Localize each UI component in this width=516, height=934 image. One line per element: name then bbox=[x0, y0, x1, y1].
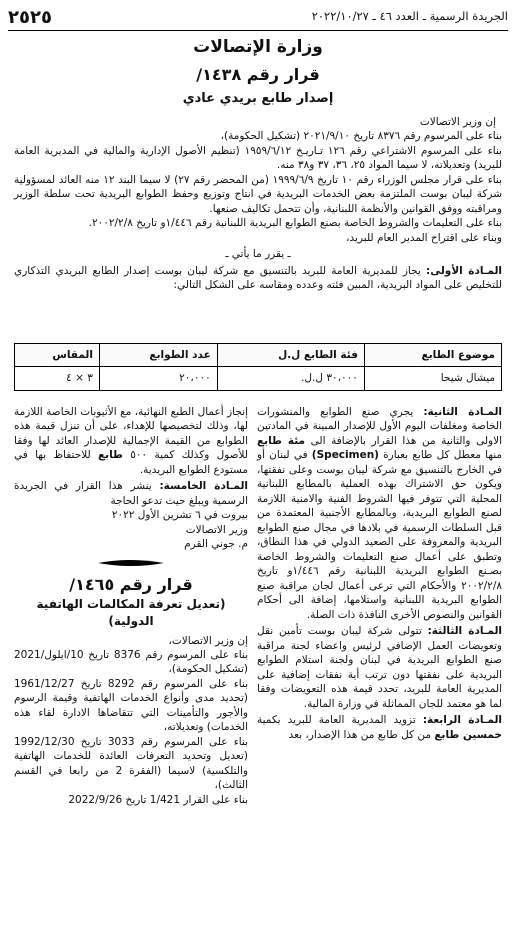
cell-count: ٢٠،٠٠٠ bbox=[99, 367, 217, 390]
header-rule bbox=[8, 30, 508, 31]
article-4-cont-text-b: للاحتفاظ بها في مستودع الطوابع البريدية. bbox=[14, 449, 248, 476]
place-date: بيروت في ٦ تشرين الأول ٢٠٢٢ bbox=[111, 509, 248, 522]
preamble-line: بناء على قرار مجلس الوزراء رقم ١٠ تاريخ ١٩٩٩/٦/٩ (من المحضر رقم ٢٧) لا سيما البند ١٢ منه العائد لمسؤولية شركة ليبان بوست الملتزمة بعض الخدمات البريدية في انتاج وتوزيع وحفظ الطوابع البريدية تحت سلطة الوزير ومراقبته ووفق القوانين والأنظمة اللبنانية، وأن تتحمل تكاليف صنعها. bbox=[14, 173, 502, 215]
cell-size: ٣ × ٤ bbox=[15, 367, 100, 390]
preamble-line: بناء على المرسوم الاشتراعي رقم ١٢٦ تـاريـخ ١٩٥٩/٦/١٢ (تنظيم الأصول الإدارية والمالية في المديرية العامة للبريد) وتعديلاته، لا سيما المواد ٢٥، ٣٦، ٣٧ و٣٨ منه. bbox=[14, 144, 502, 172]
article-4-cont-text: إنجاز أعمال الطبع النهائية، مع الأثيوبات الخاصة اللازمة لها، وذلك لتخصيصها للإهداء، على أن تنزل قيمة هذه الطوابع من القيمة الإجمالية للإصدار العائد لها وفقا للأصول وكذلك كمية ٥٠٠ bbox=[14, 406, 249, 462]
decision-1-title: قرار رقم ١٤٣٨/ bbox=[196, 65, 320, 84]
ornament-icon bbox=[96, 558, 166, 568]
article-2-bold: مئة طابع bbox=[257, 434, 306, 447]
article-5 bbox=[14, 479, 248, 508]
preamble-line: بناء على المرسوم رقم ٨٣٧٦ تاريخ ٢٠٢١/٩/١٠ (تشكيل الحكومة)، bbox=[220, 130, 502, 143]
col-header-size: المقاس bbox=[15, 344, 100, 367]
cell-subject: ميشال شيحا bbox=[364, 367, 501, 390]
article-3-label: المـادة الثالثة: bbox=[427, 625, 502, 638]
ministry-title: وزارة الإتصالات bbox=[193, 37, 323, 57]
ornament-divider bbox=[14, 558, 248, 572]
page-header bbox=[8, 6, 508, 28]
page-number: ٢٥٢٥ bbox=[8, 7, 52, 28]
decision-2-para: بناء على المرسوم رقم 3033 تاريخ 1992/12/30 (تعديل وتحديد التعرفات العائدة للخدمات الهاتفية والتلكسية) لاسيما (الفقرة 2 من رابعا في القسم الثالث)، bbox=[14, 735, 248, 792]
article-2-specimen: (Specimen) bbox=[311, 449, 379, 462]
cell-value: ٣٠،٠٠٠ ل.ل. bbox=[217, 367, 364, 390]
article-1-label: المـادة الأولى: bbox=[426, 264, 502, 277]
decision-1-subtitle: إصدار طابع بريدي عادي bbox=[182, 91, 334, 106]
preamble-line: إن وزير الاتصالات bbox=[419, 116, 496, 128]
decision-2-subtitle: (تعديل تعرفة المكالمات الهاتفية الدولية) bbox=[36, 597, 226, 628]
article-4-cont-bold: طابع bbox=[97, 449, 123, 462]
right-column bbox=[257, 405, 502, 742]
article-2 bbox=[257, 405, 502, 622]
article-4-continued bbox=[14, 405, 248, 477]
article-4-label: المـادة الرابعة: bbox=[422, 714, 503, 727]
signer-title: وزير الاتصالات bbox=[185, 523, 248, 536]
preamble-line: بناء على التعليمات والشروط الخاصة بصنع الطوابع البريدية اللبنانية رقم ١/٤٤٦و تاريخ ٢٠٠٢/٢/٨. bbox=[88, 217, 502, 230]
article-2-text-c: في لبنان أو في الخارج بالتنسيق مع شركة ليبان بوست وعلى نفقتها، ويكون حق الاشتراك بهذه العملية بالمطابع اللبنانية المحلية التي تتوفر فيها الشروط الفنية والامنية اللازمة لصنع الطوابع البريدية، وبالمطابع الأجنبية المعتمدة من قبل السلطات الرسمية في بلادها في مجال صنع الطوابع البريدية والمعروفة على الصعيد الدولي في هذا النطاق، وتطبق على أعمال صنع التعليمات والشروط الخاصة بصـنع الطوابع البريدية اللبنانية رقم ١/٤٤٦و تاريخ ٢٠٠٢/٢/٨ والأحكام التي ترعى أعمال لجان مراقبة صنع الطوابع البريدية اللبنانية واستلامها، إضافة الى أحكام القوانين والنصوص الأخرى النافذة ذات الصلة. bbox=[257, 449, 502, 621]
stamp-table bbox=[14, 343, 502, 391]
article-1 bbox=[14, 264, 502, 293]
article-2-text-b: منها معطل كل طابع بعبارة bbox=[378, 449, 502, 462]
decision-2-title: قرار رقم ١٤٦٥/ bbox=[69, 575, 193, 595]
preamble-line: وبناء على اقتراح المدير العام للبريد، bbox=[346, 231, 502, 244]
article-3 bbox=[257, 624, 502, 711]
left-column bbox=[14, 405, 248, 807]
col-header-subject: موضوع الطابع bbox=[364, 344, 501, 367]
table-row bbox=[15, 367, 502, 390]
decision-2-para: بناء على القرار 1/421 تاريخ 2022/9/26 bbox=[68, 793, 248, 806]
col-header-count: عدد الطوابع bbox=[99, 344, 217, 367]
article-4 bbox=[257, 713, 502, 742]
gazette-issue-line: الجريدة الرسمية ـ العدد ٤٦ ـ ٢٠٢٢/١٠/٢٧ bbox=[311, 9, 508, 23]
article-4-bold: خمسين طابع bbox=[434, 728, 502, 741]
decision-1-preamble bbox=[14, 115, 502, 293]
signer-name: م. جوني القرم bbox=[184, 538, 248, 551]
decision-2-para: بناء على المرسوم رقم 8376 تاريخ 10/ايلول/2021 (تشكيل الحكومة)، bbox=[14, 648, 248, 676]
article-1-text: يجاز للمديرية العامة للبريد بالتنسيق مع شركة ليبان بوست إصدار الطابع البريدي التذكاري للتخليص على المواد البريدية، المبين فئته وعدده ومقاسه على الشكل التالي: bbox=[14, 264, 502, 292]
article-4-text: تزويد المديرية العامة للبريد بكمية bbox=[257, 714, 423, 727]
article-5-text: ينشر هذا القرار في الجريدة الرسمية ويبلغ حيث تدعو الحاجة bbox=[14, 480, 248, 507]
article-4-text-b: من كل طابع من هذا الإصدار، بعد bbox=[288, 728, 435, 741]
col-header-value: فئة الطابع ل.ل bbox=[217, 344, 364, 367]
decision-2-para: إن وزير الاتصالات، bbox=[168, 634, 248, 647]
decision-2-para: بناء على المرسوم رقم 8292 تاريخ 1961/12/27 (تحديد مدى وأنواع الخدمات الهاتفية وقيمة الرسوم والأجور والتأمينات التي تتقاضاها الادارة لقاء هذه الخدمات) وتعديلاته، bbox=[14, 677, 248, 734]
article-5-label: المـادة الخامسة: bbox=[159, 480, 248, 493]
article-2-label: المـادة الثانية: bbox=[423, 406, 502, 418]
decides-line: ـ يقرر ما يأتي ـ bbox=[225, 248, 291, 261]
table-header-row bbox=[15, 344, 502, 367]
article-3-text: تتولى شركة ليبان بوست تأمين نقل وتعويضات العمل الإضافي لرئيس واعضاء لجنة مراقبة صنع الطوابع البريدية في لبنان ولجنة استلام الطوابع البريدية على نفقتها دون ترتب أية نفقات إضافية على المديرية العامة للبريد، تحدد قيمة هذه التعويضات وفقا لما هو معتمد للجان المماثلة في وزارة المالية. bbox=[257, 625, 502, 710]
article-2-text: يجري صنع الطوابع والمنشورات الخاصة ومغلفات اليوم الأول للإصدار المبينة في المادتين الاولى والثانية من هذا القرار بالإضافة الى bbox=[257, 406, 502, 447]
